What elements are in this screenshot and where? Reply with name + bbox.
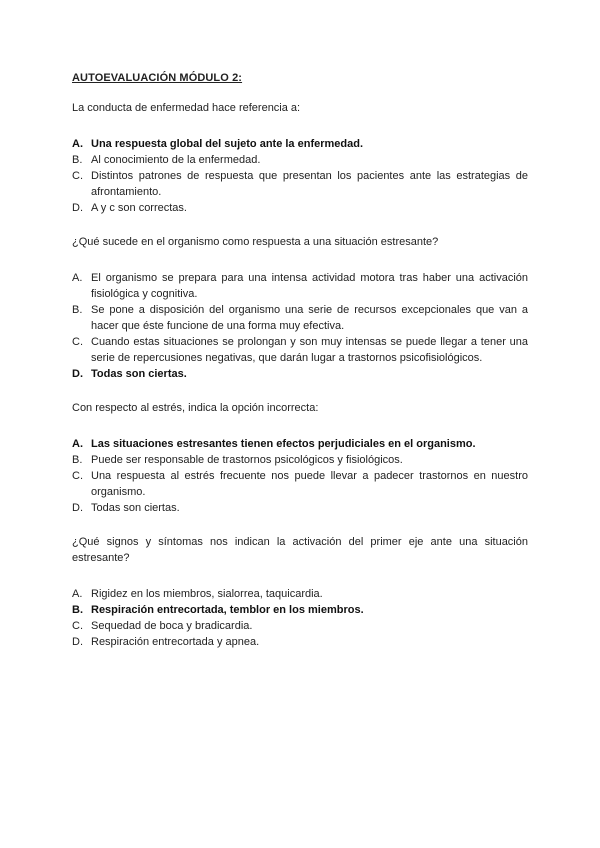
document-page [72, 70, 528, 650]
option-text: Respiración entrecortada y apnea. [91, 636, 260, 648]
option-letter: D. [72, 636, 83, 648]
option-letter: B. [72, 454, 83, 466]
option-text: Puede ser responsable de trastornos psicológicos y fisiológicos. [91, 454, 403, 466]
option-text: Las situaciones estresantes tienen efectos perjudiciales en el organismo. [91, 438, 476, 450]
options-list-2 [72, 270, 528, 382]
option-letter: C. [72, 170, 83, 182]
options-list-3 [72, 436, 528, 516]
option-text: Todas son ciertas. [91, 502, 180, 514]
question-1: La conducta de enfermedad hace referencia a: [72, 102, 301, 114]
option-text: Se pone a disposición del organismo una serie de recursos excepcionales que van a hacer que éste funcione de una forma muy efectiva. [91, 304, 528, 332]
option-text: Sequedad de boca y bradicardia. [91, 620, 253, 632]
option-3b [72, 452, 528, 468]
option-text: Respiración entrecortada, temblor en los miembros. [91, 604, 364, 616]
option-4a [72, 586, 528, 602]
option-letter: C. [72, 470, 83, 482]
question-3: Con respecto al estrés, indica la opción incorrecta: [72, 402, 319, 414]
option-3d [72, 500, 528, 516]
option-4c [72, 618, 528, 634]
option-1c [72, 168, 528, 200]
option-letter: A. [72, 438, 83, 450]
option-text: Una respuesta global del sujeto ante la enfermedad. [91, 138, 364, 150]
option-1b [72, 152, 528, 168]
options-list-4 [72, 586, 528, 650]
option-text: Al conocimiento de la enfermedad. [91, 154, 261, 166]
option-1a [72, 136, 528, 152]
option-3a [72, 436, 528, 452]
option-letter: A. [72, 138, 83, 150]
option-text: El organismo se prepara para una intensa actividad motora tras haber una activación fisiológica y cognitiva. [91, 272, 528, 300]
option-2c [72, 334, 528, 366]
option-text: Rigidez en los miembros, sialorrea, taquicardia. [91, 588, 323, 600]
option-1d [72, 200, 528, 216]
option-letter: C. [72, 336, 83, 348]
question-4: ¿Qué signos y síntomas nos indican la activación del primer eje ante una situación estresante? [72, 536, 528, 564]
option-text: Una respuesta al estrés frecuente nos puede llevar a padecer trastornos en nuestro organismo. [91, 470, 528, 498]
option-letter: D. [72, 368, 83, 380]
question-2: ¿Qué sucede en el organismo como respuesta a una situación estresante? [72, 236, 439, 248]
page-title: AUTOEVALUACIÓN MÓDULO 2: [72, 72, 243, 84]
option-text: Distintos patrones de respuesta que presentan los pacientes ante las estrategias de afrontamiento. [91, 170, 528, 198]
option-4b [72, 602, 528, 618]
option-letter: B. [72, 154, 83, 166]
option-4d [72, 634, 528, 650]
option-letter: D. [72, 502, 83, 514]
option-letter: D. [72, 202, 83, 214]
options-list-1 [72, 136, 528, 216]
option-text: Todas son ciertas. [91, 368, 187, 380]
option-letter: C. [72, 620, 83, 632]
option-letter: A. [72, 272, 83, 284]
option-2b [72, 302, 528, 334]
option-2a [72, 270, 528, 302]
option-3c [72, 468, 528, 500]
option-letter: B. [72, 304, 83, 316]
option-text: A y c son correctas. [91, 202, 187, 214]
option-letter: A. [72, 588, 83, 600]
option-2d [72, 366, 528, 382]
option-letter: B. [72, 604, 83, 616]
option-text: Cuando estas situaciones se prolongan y son muy intensas se puede llegar a tener una serie de repercusiones negativas, que darán lugar a trastornos psicofisiológicos. [91, 336, 528, 364]
